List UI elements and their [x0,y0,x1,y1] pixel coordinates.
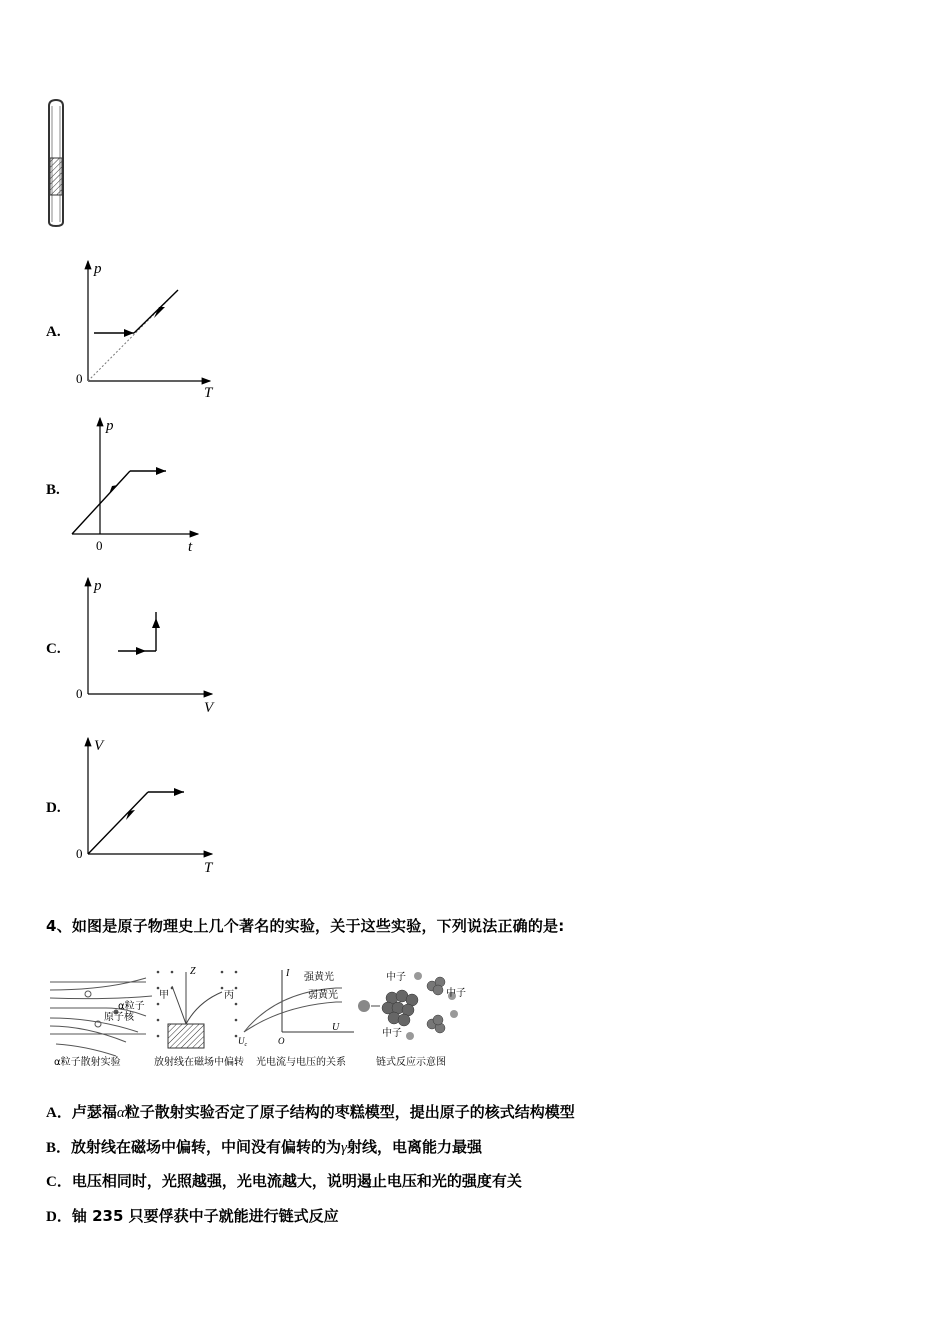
svg-text:Z: Z [190,966,196,977]
option-a-label: A. [46,324,61,340]
svg-text:U: U [332,1022,340,1033]
svg-text:中子: 中子 [446,988,466,999]
svg-text:T: T [204,860,213,876]
svg-text:0: 0 [96,538,103,553]
answer-option-c[interactable]: C．电压相同时，光照越强，光电流越大，说明遏止电压和光的强度有关 [46,1172,522,1190]
chain-reaction-panel [358,970,466,1068]
test-tube-figure [40,98,74,230]
svg-text:0: 0 [76,846,83,861]
answer-option-d[interactable]: D．铀 235 只要俘获中子就能进行链式反应 [46,1207,339,1225]
svg-text:t: t [188,539,193,555]
svg-text:中子: 中子 [386,972,406,983]
caption-magnetic: 放射线在磁场中偏转 [154,1057,244,1068]
graph-a [70,255,230,400]
svg-text:p: p [94,578,102,594]
svg-text:原子核: 原子核 [104,1012,134,1023]
caption-alpha: α粒子散射实验 [54,1057,121,1068]
gamma-symbol: γ [341,1140,347,1156]
svg-text:V: V [94,738,104,754]
option-b-label: B. [46,482,60,498]
svg-text:p: p [94,261,102,277]
alpha-symbol: α [116,1105,125,1121]
svg-text:0: 0 [76,686,83,701]
svg-text:弱黄光: 弱黄光 [308,990,338,1001]
experiments-figure [46,962,476,1070]
answer-option-b[interactable]: B．放射线在磁场中偏转，中间没有偏转的为γ射线，电离能力最强 [46,1138,482,1156]
svg-text:0: 0 [76,371,83,386]
graph-c [70,572,230,717]
svg-text:强黄光: 强黄光 [304,972,334,983]
photocurrent-panel [238,968,354,1068]
svg-text:p: p [106,418,114,434]
question-text: 如图是原子物理史上几个著名的实验，关于这些实验，下列说法正确的是: [71,917,565,935]
alpha-scattering-panel [50,978,152,1068]
svg-text:α粒子: α粒子 [118,1001,145,1012]
answer-option-a[interactable]: A．卢瑟福α粒子散射实验否定了原子结构的枣糕模型，提出原子的核式结构模型 [46,1103,575,1121]
svg-text:I: I [286,968,290,979]
svg-text:Uc: $U_c$ [238,1036,248,1048]
graph-d [70,732,230,877]
option-d-label: D. [46,800,61,816]
svg-text:中子: 中子 [382,1028,402,1039]
option-c-label: C. [46,641,61,657]
caption-photocurrent: 光电流与电压的关系 [256,1057,346,1068]
graph-b [66,412,226,557]
svg-text:丙: 丙 [224,990,234,1001]
question-number: 4、 [46,917,72,935]
svg-text:O: O [278,1036,285,1046]
svg-text:甲: 甲 [159,990,169,1001]
question-4-stem [46,915,564,936]
caption-chain: 链式反应示意图 [376,1057,446,1068]
magnetic-deflection-panel [154,966,244,1068]
mercury-column [50,158,62,195]
svg-text:V: V [204,700,214,716]
svg-text:T: T [204,385,213,400]
